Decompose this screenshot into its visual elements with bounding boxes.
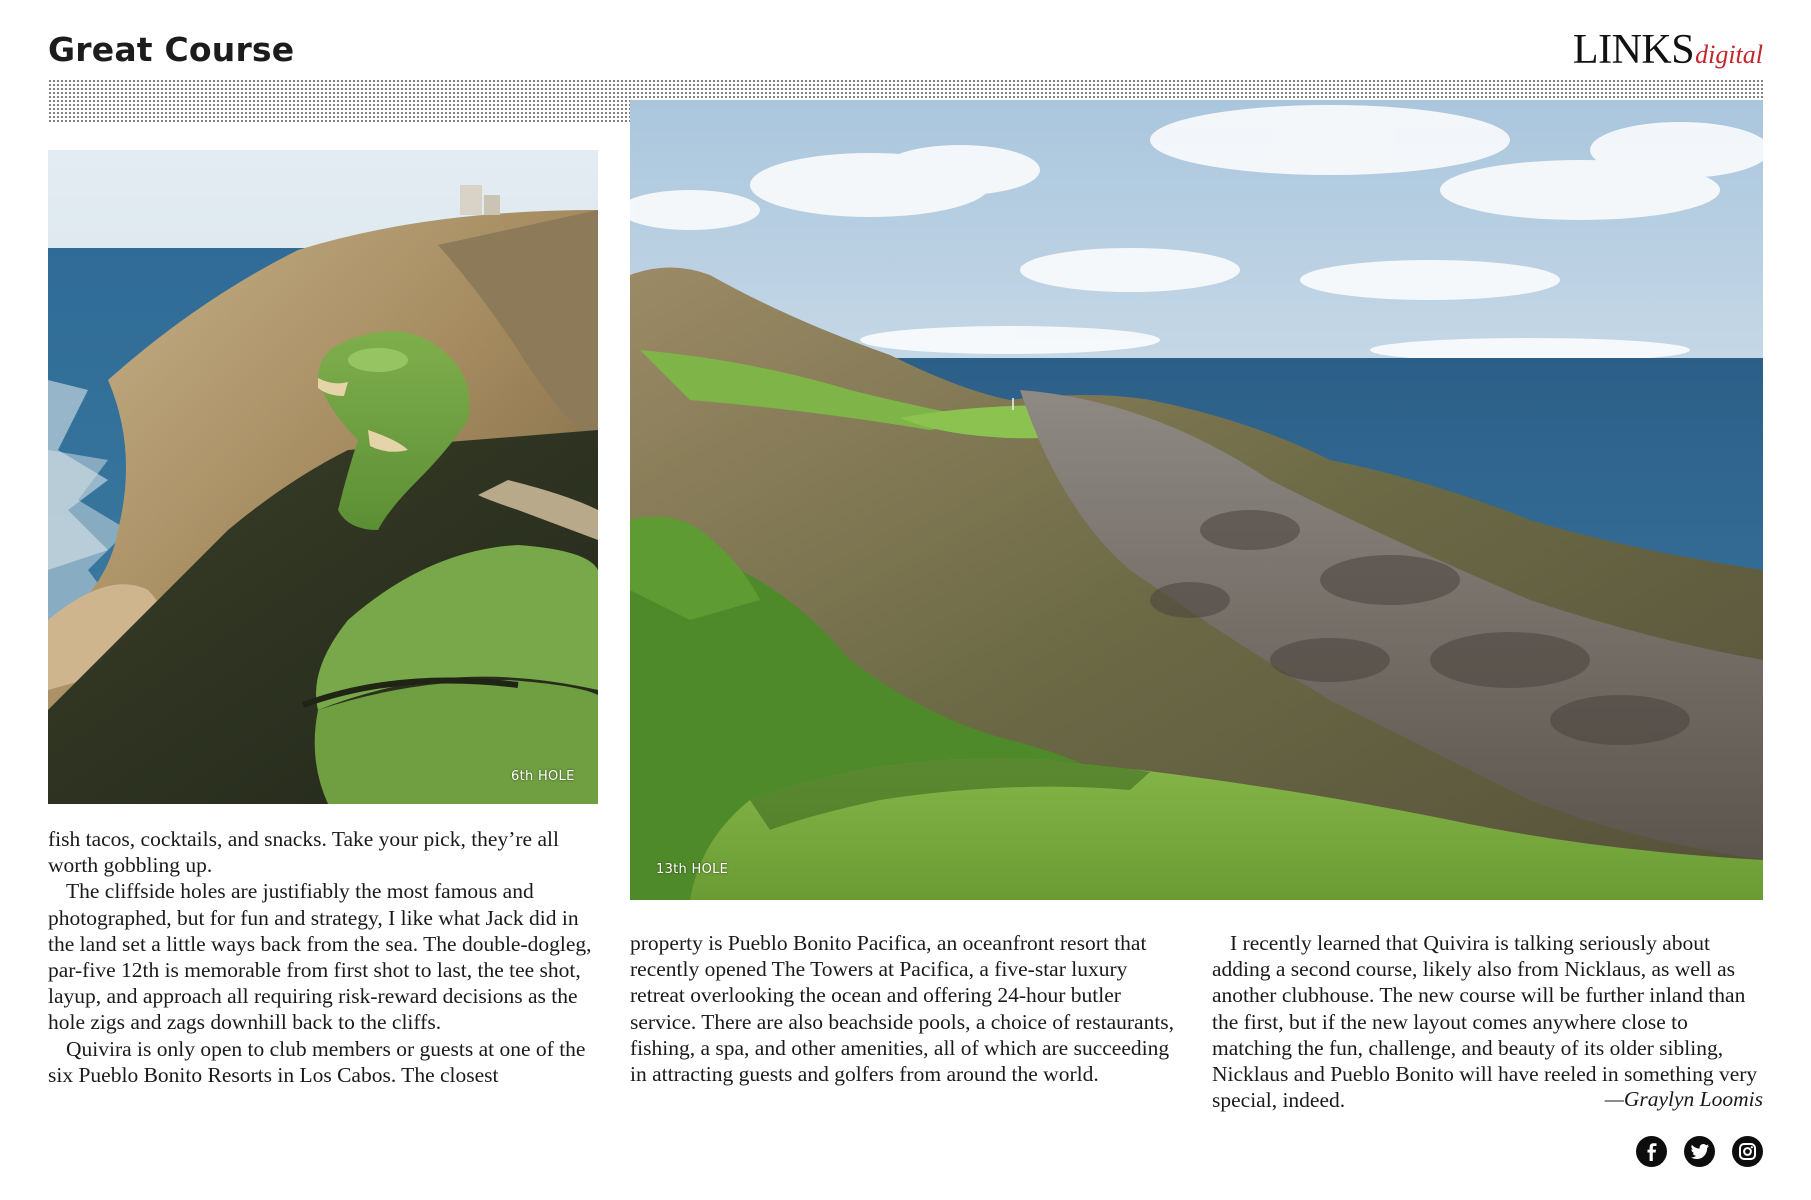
brand-logo[interactable] (1573, 26, 1763, 74)
article-paragraph: property is Pueblo Bonito Pacifica, an oceanfront resort that recently opened The Towers at Pacifica, a five-star luxury retreat overlooking the ocean and offering 24-hour butler service. There are also beachside pools, a choice of restaurants, fishing, a spa, and other amenities, all of which are succeeding in attracting guests and golfers from around the world. (630, 931, 1175, 1087)
photo-6th-hole (48, 150, 598, 804)
facebook-icon[interactable] (1636, 1136, 1667, 1167)
instagram-icon[interactable] (1732, 1136, 1763, 1167)
photo-13th-hole (630, 100, 1763, 900)
brand-logo-main: LINKS (1572, 27, 1695, 73)
article-paragraph: I recently learned that Quivira is talking seriously about adding a second course, likely also from Nicklaus, as well as another clubhouse. The new course will be further inland than the first, but if the new layout comes anywhere close to matching the fun, challenge, and beauty of its older sibling, Nicklaus and Pueblo Bonito will have reeled in something very special, indeed. (1212, 931, 1758, 1113)
twitter-icon[interactable] (1684, 1136, 1715, 1167)
author-byline: —Graylyn Loomis (1604, 1087, 1763, 1111)
article-paragraph: Quivira is only open to club members or guests at one of the six Pueblo Bonito Resorts in Los Cabos. The closest (48, 1036, 586, 1087)
article-column-1 (48, 826, 603, 1088)
social-links (1636, 1136, 1763, 1167)
section-title: Great Course (48, 30, 295, 69)
article-column-2 (630, 930, 1185, 1087)
brand-logo-sub: digital (1695, 40, 1763, 69)
article-paragraph: fish tacos, cocktails, and snacks. Take your pick, they’re all worth gobbling up. (48, 827, 559, 878)
photo-caption-6th-hole: 6th HOLE (511, 769, 575, 784)
article-paragraph: The cliffside holes are justifiably the most famous and photographed, but for fun and strategy, I like what Jack did in the land set a little ways back from the sea. The double-dogleg, par-five 12th is memorable from first shot to last, the tee shot, layup, and approach all requiring risk-reward decisions as the hole zigs and zags downhill back to the cliffs. (48, 879, 592, 1035)
photo-caption-13th-hole: 13th HOLE (656, 862, 729, 877)
